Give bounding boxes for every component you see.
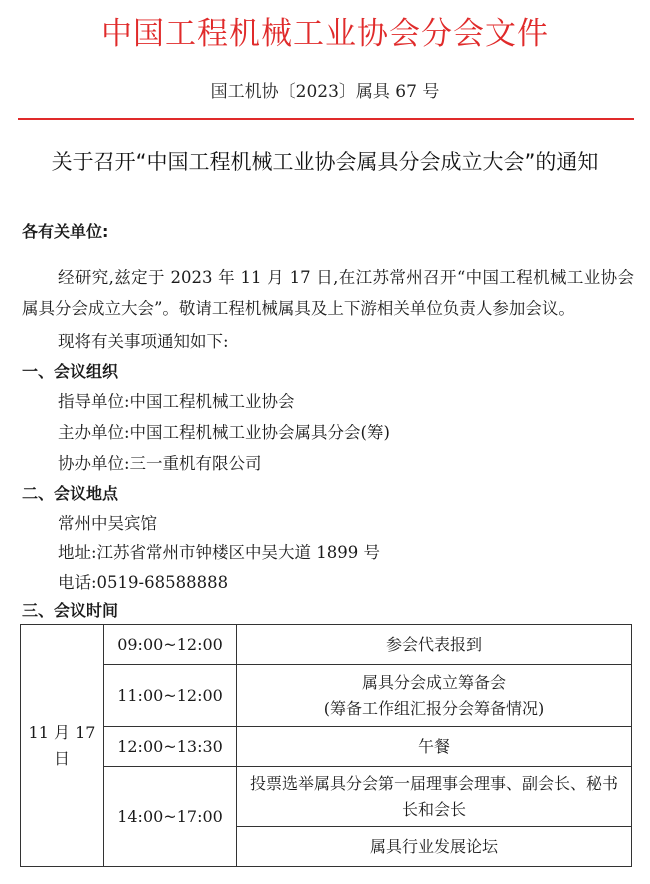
section-2-heading: 二、会议地点 [22,484,119,503]
date-cell [21,625,104,867]
activity-sub: (筹备工作组汇报分会筹备情况) [323,698,545,718]
section-1-line: 协办单位:三一重机有限公司 [58,454,262,473]
salutation: 各有关单位: [22,222,109,241]
section-1-line: 指导单位:中国工程机械工业协会 [58,392,295,411]
time-cell: 09:00~12:00 [104,625,237,665]
document-header-title: 中国工程机械工业协会分会文件 [101,16,549,52]
table-row [21,767,632,827]
date-line-2: 日 [53,748,70,768]
time-cell: 12:00~13:30 [104,727,237,767]
time-cell: 11:00~12:00 [104,665,237,727]
time-cell: 14:00~17:00 [104,767,237,867]
body-paragraph-2: 现将有关事项通知如下: [58,332,229,351]
schedule-table [20,624,632,867]
body-paragraph-1: 经研究,兹定于 2023 年 11 月 17 日,在江苏常州召开“中国工程机械工业协会属具分会成立大会”。敬请工程机械属具及上下游相关单位负责人参加会议。 [22,268,634,318]
section-2-line: 地址:江苏省常州市钟楼区中吴大道 1899 号 [58,543,381,562]
section-2-line: 电话:0519-68588888 [58,573,229,592]
activity-cell: 午餐 [237,727,632,767]
section-2-line: 常州中吴宾馆 [58,514,157,533]
section-1-line: 主办单位:中国工程机械工业协会属具分会(筹) [58,423,390,442]
section-3-heading: 三、会议时间 [22,601,119,620]
activity-cell: 属具行业发展论坛 [237,827,632,867]
section-1-heading: 一、会议组织 [22,362,119,381]
activity-main: 属具分会成立筹备会 [361,672,506,692]
activity-cell: 投票选举属具分会第一届理事会理事、副会长、秘书长和会长 [237,767,632,827]
notice-title: 关于召开“中国工程机械工业协会属具分会成立大会”的通知 [51,150,599,174]
table-row [21,625,632,665]
table-row [21,727,632,767]
activity-cell: 参会代表报到 [237,625,632,665]
date-line-1: 11 月 17 [28,722,96,742]
activity-cell [237,665,632,727]
table-row [21,665,632,727]
document-number: 国工机协〔2023〕属具 67 号 [210,82,440,102]
header-red-rule [18,118,634,120]
